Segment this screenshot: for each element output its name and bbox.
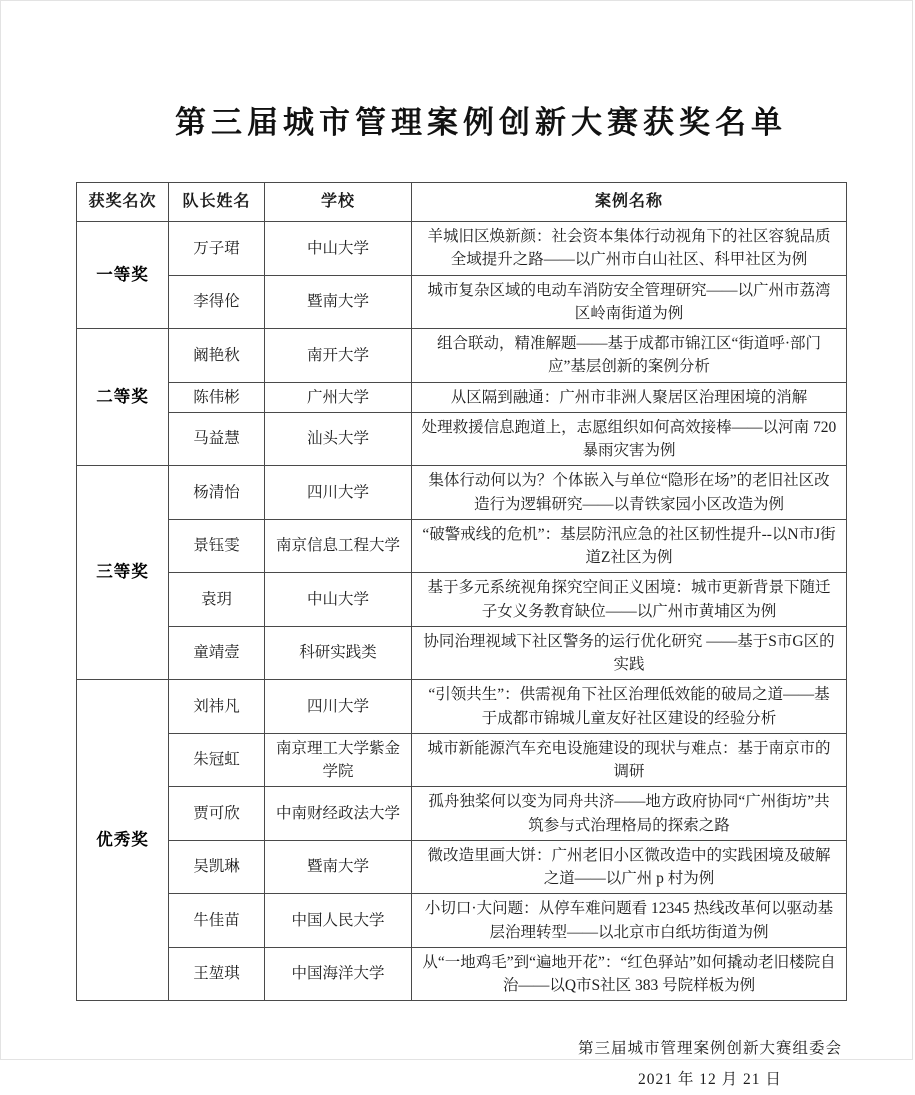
footer-committee: 第三届城市管理案例创新大赛组委会 [577, 1040, 842, 1058]
table-head [77, 183, 847, 222]
school-cell: 四川大学 [265, 680, 412, 734]
table-row [77, 519, 847, 573]
case-name-cell: “引领共生”：供需视角下社区治理低效能的破局之道——基于成都市锦城儿童友好社区建设的经验分析 [412, 680, 847, 734]
school-cell: 中山大学 [265, 222, 412, 276]
table-row [77, 840, 847, 894]
award-cell: 三等奖 [77, 466, 169, 680]
case-name-cell: 城市新能源汽车充电设施建设的现状与难点：基于南京市的调研 [412, 733, 847, 787]
case-name-cell: 协同治理视域下社区警务的运行优化研究 ——基于S市G区的实践 [412, 626, 847, 680]
page-title: 第三届城市管理案例创新大赛获奖名单 [175, 105, 787, 140]
awards-table [76, 182, 847, 1001]
table-row [77, 894, 847, 948]
table-row [77, 733, 847, 787]
table-row [77, 573, 847, 627]
table-header-row [77, 183, 847, 222]
case-name-cell: 城市复杂区域的电动车消防安全管理研究——以广州市荔湾区岭南街道为例 [412, 275, 847, 329]
case-name-cell: 组合联动，精准解题——基于成都市锦江区“街道呼·部门应”基层创新的案例分析 [412, 329, 847, 383]
case-name-cell: 基于多元系统视角探究空间正义困境：城市更新背景下随迁子女义务教育缺位——以广州市黄埔区为例 [412, 573, 847, 627]
column-header: 案例名称 [412, 183, 847, 222]
table-body [77, 222, 847, 1001]
case-name-cell: 孤舟独桨何以变为同舟共济——地方政府协同“广州街坊”共筑参与式治理格局的探索之路 [412, 787, 847, 841]
captain-name-cell: 童靖壹 [169, 626, 265, 680]
footer [1, 1033, 842, 1095]
captain-name-cell: 牛佳苗 [169, 894, 265, 948]
table-row [77, 222, 847, 276]
table-row [77, 787, 847, 841]
school-cell: 南京信息工程大学 [265, 519, 412, 573]
case-name-cell: “破警戒线的危机”：基层防汛应急的社区韧性提升--以N市J街道Z社区为例 [412, 519, 847, 573]
footer-date: 2021 年 12 月 21 日 [638, 1071, 782, 1089]
captain-name-cell: 袁玥 [169, 573, 265, 627]
case-name-cell: 羊城旧区焕新颜：社会资本集体行动视角下的社区容貌品质全域提升之路——以广州市白山社区、科甲社区为例 [412, 222, 847, 276]
table-row [77, 466, 847, 520]
captain-name-cell: 万子珺 [169, 222, 265, 276]
captain-name-cell: 贾可欣 [169, 787, 265, 841]
captain-name-cell: 马益慧 [169, 412, 265, 466]
school-cell: 暨南大学 [265, 840, 412, 894]
school-cell: 南开大学 [265, 329, 412, 383]
school-cell: 中南财经政法大学 [265, 787, 412, 841]
footer-signature [578, 1033, 842, 1095]
case-name-cell: 集体行动何以为？个体嵌入与单位“隐形在场”的老旧社区改造行为逻辑研究——以青铁家园小区改造为例 [412, 466, 847, 520]
captain-name-cell: 朱冠虹 [169, 733, 265, 787]
school-cell: 南京理工大学紫金学院 [265, 733, 412, 787]
table-row [77, 275, 847, 329]
case-name-cell: 从“一地鸡毛”到“遍地开花”：“红色驿站”如何撬动老旧楼院自治——以Q市S社区 383 号院样板为例 [412, 947, 847, 1001]
case-name-cell: 处理救援信息跑道上，志愿组织如何高效接棒——以河南 720 暴雨灾害为例 [412, 412, 847, 466]
captain-name-cell: 李得伦 [169, 275, 265, 329]
captain-name-cell: 陈伟彬 [169, 382, 265, 412]
case-name-cell: 小切口·大问题：从停车难问题看 12345 热线改革何以驱动基层治理转型——以北京市白纸坊街道为例 [412, 894, 847, 948]
school-cell: 广州大学 [265, 382, 412, 412]
column-header: 获奖名次 [77, 183, 169, 222]
table-row [77, 412, 847, 466]
school-cell: 中国海洋大学 [265, 947, 412, 1001]
column-header: 队长姓名 [169, 183, 265, 222]
table-row [77, 680, 847, 734]
award-cell: 二等奖 [77, 329, 169, 466]
school-cell: 科研实践类 [265, 626, 412, 680]
table-row [77, 382, 847, 412]
captain-name-cell: 吴凯琳 [169, 840, 265, 894]
case-name-cell: 微改造里画大饼：广州老旧小区微改造中的实践困境及破解之道——以广州 p 村为例 [412, 840, 847, 894]
column-header: 学校 [265, 183, 412, 222]
case-name-cell: 从区隔到融通：广州市非洲人聚居区治理困境的消解 [412, 382, 847, 412]
award-cell: 一等奖 [77, 222, 169, 329]
captain-name-cell: 刘祎凡 [169, 680, 265, 734]
captain-name-cell: 王堃琪 [169, 947, 265, 1001]
school-cell: 汕头大学 [265, 412, 412, 466]
award-cell: 优秀奖 [77, 680, 169, 1001]
table-row [77, 626, 847, 680]
captain-name-cell: 景钰雯 [169, 519, 265, 573]
table-row [77, 329, 847, 383]
school-cell: 中国人民大学 [265, 894, 412, 948]
school-cell: 四川大学 [265, 466, 412, 520]
captain-name-cell: 阚艳秋 [169, 329, 265, 383]
table-row [77, 947, 847, 1001]
captain-name-cell: 杨清怡 [169, 466, 265, 520]
school-cell: 中山大学 [265, 573, 412, 627]
school-cell: 暨南大学 [265, 275, 412, 329]
